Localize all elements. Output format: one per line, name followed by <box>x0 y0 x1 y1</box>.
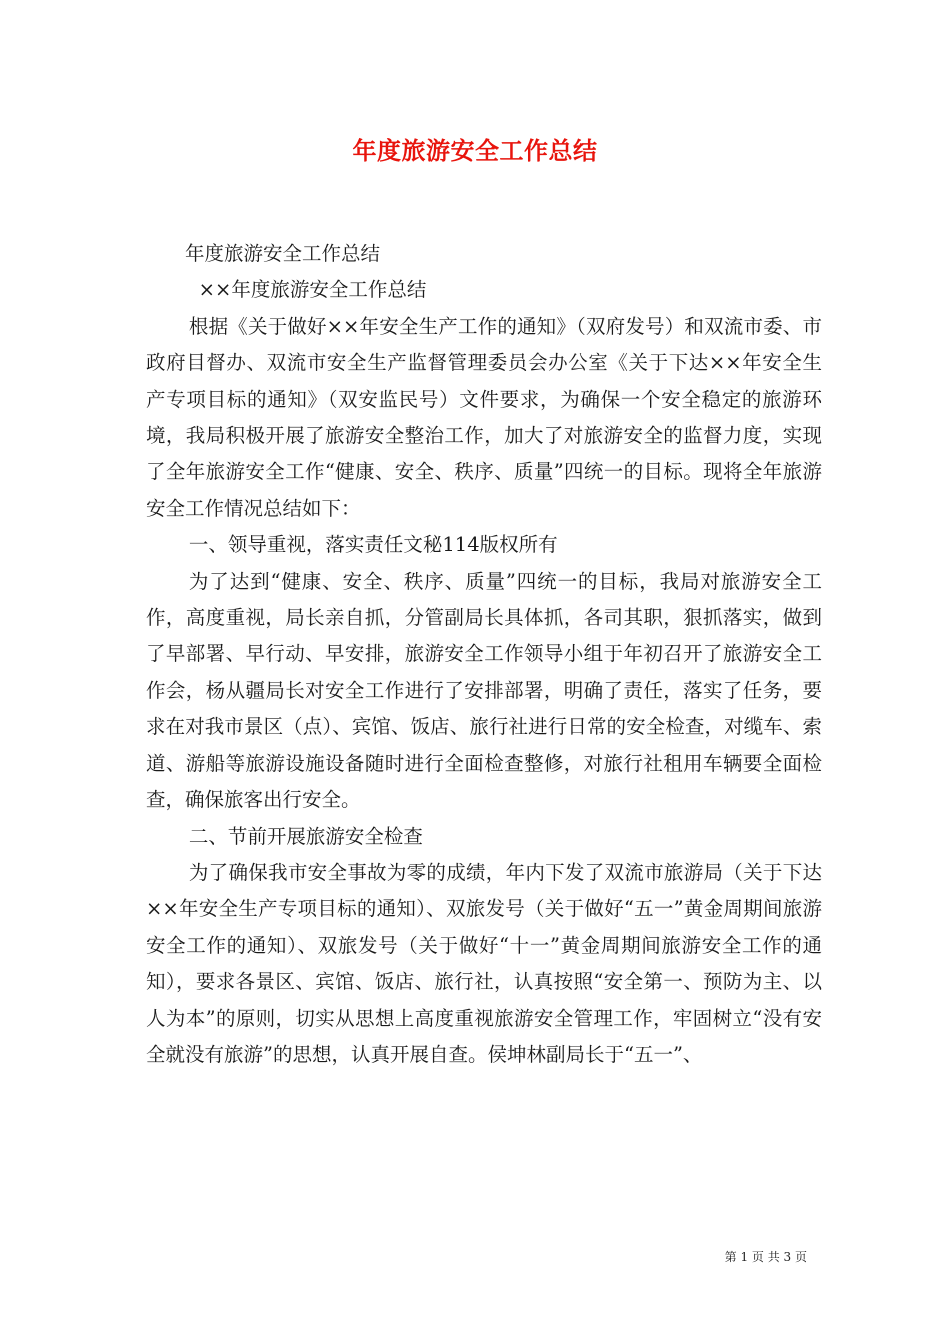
section-heading-leadership: 一、领导重视，落实责任文秘114版权所有 <box>188 533 558 557</box>
document-title: 年度旅游安全工作总结 <box>352 136 598 165</box>
paragraph-year-heading: ××年度旅游安全工作总结 <box>198 278 427 302</box>
paragraph-inspection: 为了确保我市安全事故为零的成绩，年内下发了双流市旅游局（关于下达××年安全生产专项目标的通知）、双旅发号（关于做好“五一”黄金周期间旅游安全工作的通知）、双旅发号（关于做好“十一”黄金周期间旅游安全工作的通知），要求各景区、宾馆、饭店、旅行社，认真按照“安全第一、预防为主、以人为本”的原则，切实从思想上高度重视旅游安全管理工作，牢固树立“没有安全就没有旅游”的思想，认真开展自查。侯坤林副局长于“五一”、 <box>146 860 822 1066</box>
paragraph-intro: 根据《关于做好××年安全生产工作的通知》（双府发号）和双流市委、市政府目督办、双流市安全生产监督管理委员会办公室《关于下达××年安全生产专项目标的通知》（双安监民号）文件要求，为确保一个安全稳定的旅游环境，我局积极开展了旅游安全整治工作，加大了对旅游安全的监督力度，实现了全年旅游安全工作“健康、安全、秩序、质量”四统一的目标。现将全年旅游安全工作情况总结如下： <box>146 314 822 520</box>
paragraph-subtitle: 年度旅游安全工作总结 <box>185 242 381 265</box>
section-heading-inspection: 二、节前开展旅游安全检查 <box>188 824 423 848</box>
document-body <box>146 236 822 1073</box>
page-number: 第 1 页 共 3 页 <box>724 1250 807 1264</box>
paragraph-leadership: 为了达到“健康、安全、秩序、质量”四统一的目标，我局对旅游安全工作，高度重视，局长亲自抓，分管副局长具体抓，各司其职，狠抓落实，做到了早部署、早行动、早安排，旅游安全工作领导小组于年初召开了旅游安全工作会，杨从疆局长对安全工作进行了安排部署，明确了责任，落实了任务，要求在对我市景区（点）、宾馆、饭店、旅行社进行日常的安全检查，对缆车、索道、游船等旅游设施设备随时进行全面检查整修，对旅行社租用车辆要全面检查，确保旅客出行安全。 <box>146 569 822 812</box>
